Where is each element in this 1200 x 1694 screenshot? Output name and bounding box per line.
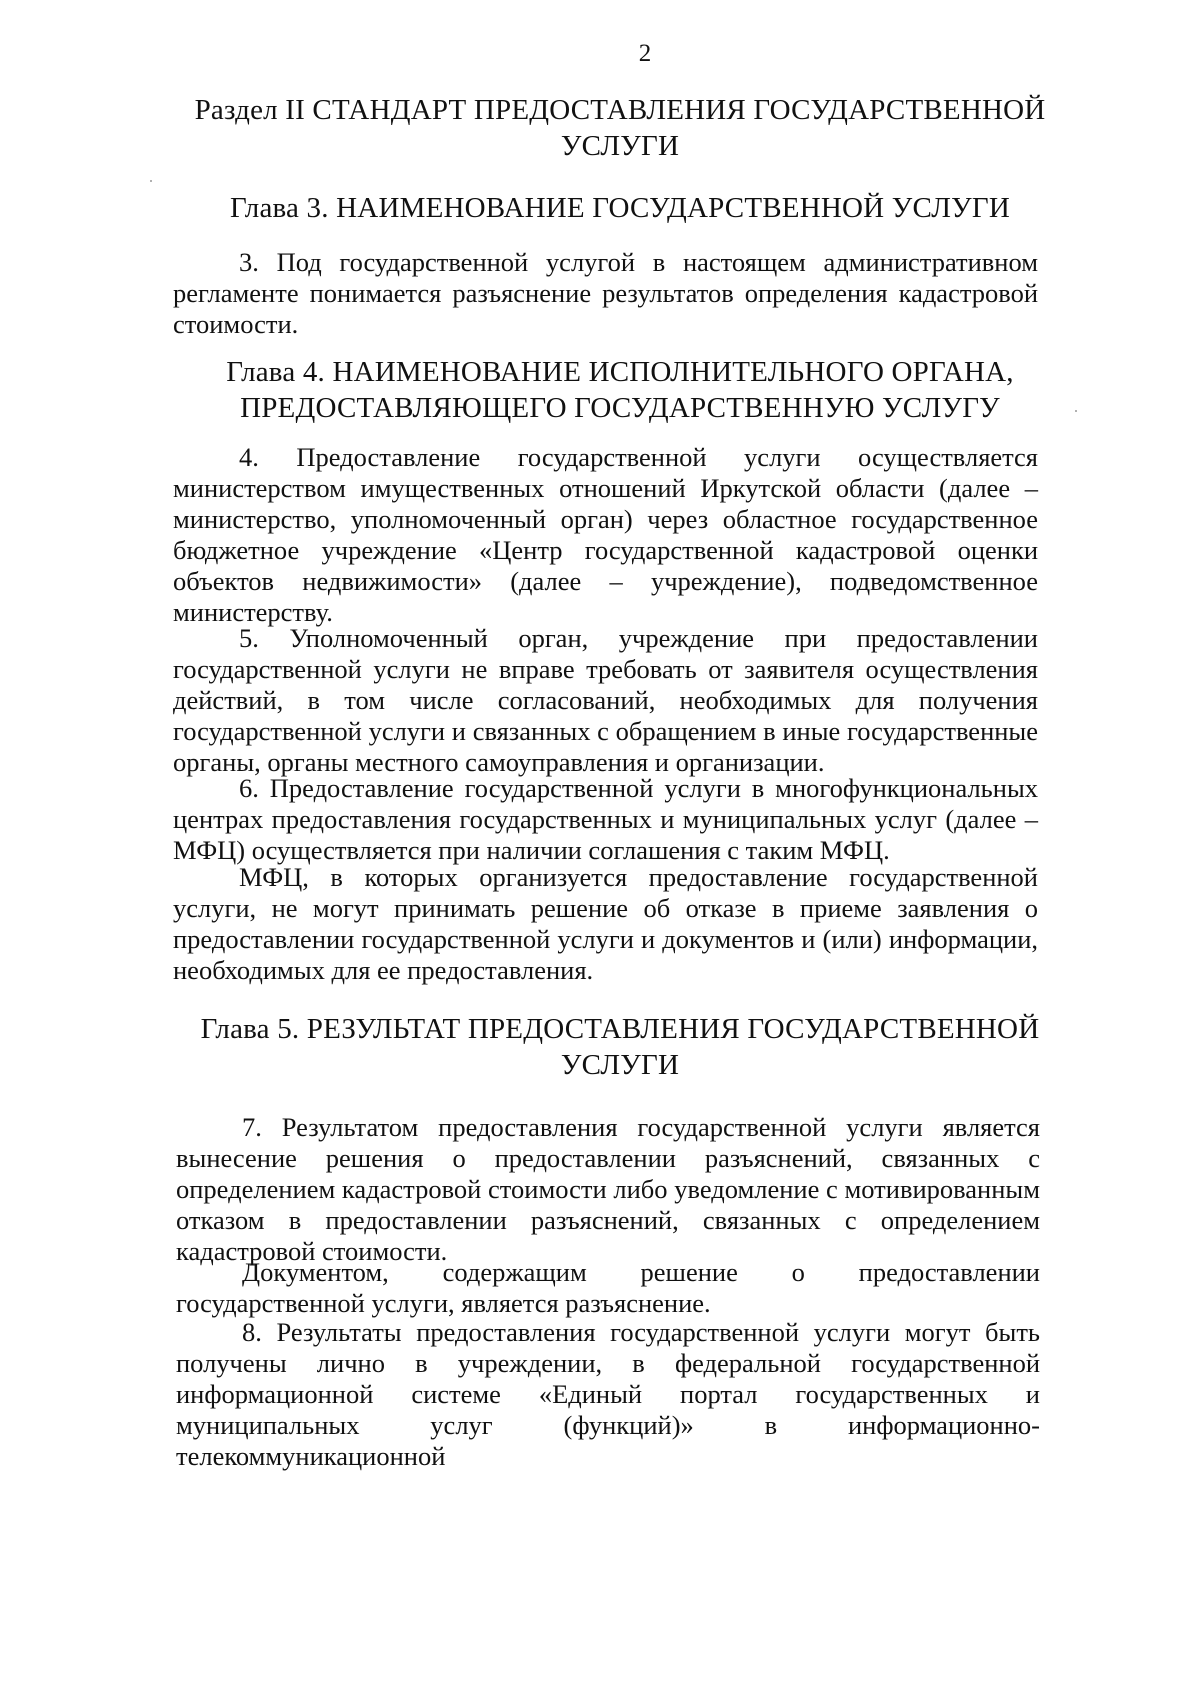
chapter5-title bbox=[180, 1011, 1060, 1083]
paragraph-3: 3. Под государственной услугой в настоящем административном регламенте понимается разъяснение результатов определения кадастровой стоимости. bbox=[173, 247, 1038, 339]
scan-speck bbox=[150, 180, 152, 182]
chapter4-title-line2: ПРЕДОСТАВЛЯЮЩЕГО ГОСУДАРСТВЕННУЮ УСЛУГУ bbox=[240, 392, 1000, 424]
section-title-line1: Раздел II СТАНДАРТ ПРЕДОСТАВЛЕНИЯ ГОСУДАРСТВЕННОЙ bbox=[194, 94, 1046, 126]
paragraph-7b: Документом, содержащим решение о предоставлении государственной услуги, является разъяснение. bbox=[176, 1257, 1040, 1318]
chapter4-title bbox=[180, 354, 1060, 426]
section-title bbox=[180, 92, 1060, 164]
paragraph-7: 7. Результатом предоставления государственной услуги является вынесение решения о предоставлении разъяснений, связанных с определением кадастровой стоимости либо уведомление с мотивированным отказом в предоставлении разъяснений, связанных с определением кадастровой стоимости. bbox=[176, 1112, 1040, 1266]
chapter3-title: Глава 3. НАИМЕНОВАНИЕ ГОСУДАРСТВЕННОЙ УСЛУГИ bbox=[230, 192, 1010, 224]
chapter4-title-line1: Глава 4. НАИМЕНОВАНИЕ ИСПОЛНИТЕЛЬНОГО ОРГАНА, bbox=[226, 356, 1014, 388]
chapter5-title-line2: УСЛУГИ bbox=[560, 1049, 680, 1081]
page-number: 2 bbox=[638, 40, 652, 67]
paragraph-6b: МФЦ, в которых организуется предоставление государственной услуги, не могут принимать решение об отказе в приеме заявления о предоставлении государственной услуги и документов и (или) информации, необходимых для ее предоставления. bbox=[173, 862, 1038, 985]
paragraph-4: 4. Предоставление государственной услуги осуществляется министерством имущественных отношений Иркутской области (далее – министерство, уполномоченный орган) через областное государственное бюджетное учреждение «Центр государственной кадастровой оценки объектов недвижимости» (далее – учреждение), подведомственное министерству. bbox=[173, 442, 1038, 627]
scan-speck bbox=[1075, 410, 1077, 412]
section-title-line2: УСЛУГИ bbox=[560, 130, 680, 162]
chapter5-title-line1: Глава 5. РЕЗУЛЬТАТ ПРЕДОСТАВЛЕНИЯ ГОСУДАРСТВЕННОЙ bbox=[200, 1013, 1040, 1045]
paragraph-8: 8. Результаты предоставления государственной услуги могут быть получены лично в учреждении, в федеральной государственной информационной системе «Единый портал государственных и муниципальных услуг (функций)» в информационно-телекоммуникационной bbox=[176, 1317, 1040, 1471]
paragraph-6: 6. Предоставление государственной услуги в многофункциональных центрах предоставления государственных и муниципальных услуг (далее – МФЦ) осуществляется при наличии соглашения с таким МФЦ. bbox=[173, 773, 1038, 865]
paragraph-5: 5. Уполномоченный орган, учреждение при предоставлении государственной услуги не вправе требовать от заявителя осуществления действий, в том числе согласований, необходимых для получения государственной услуги и связанных с обращением в иные государственные органы, органы местного самоуправления и организации. bbox=[173, 623, 1038, 777]
